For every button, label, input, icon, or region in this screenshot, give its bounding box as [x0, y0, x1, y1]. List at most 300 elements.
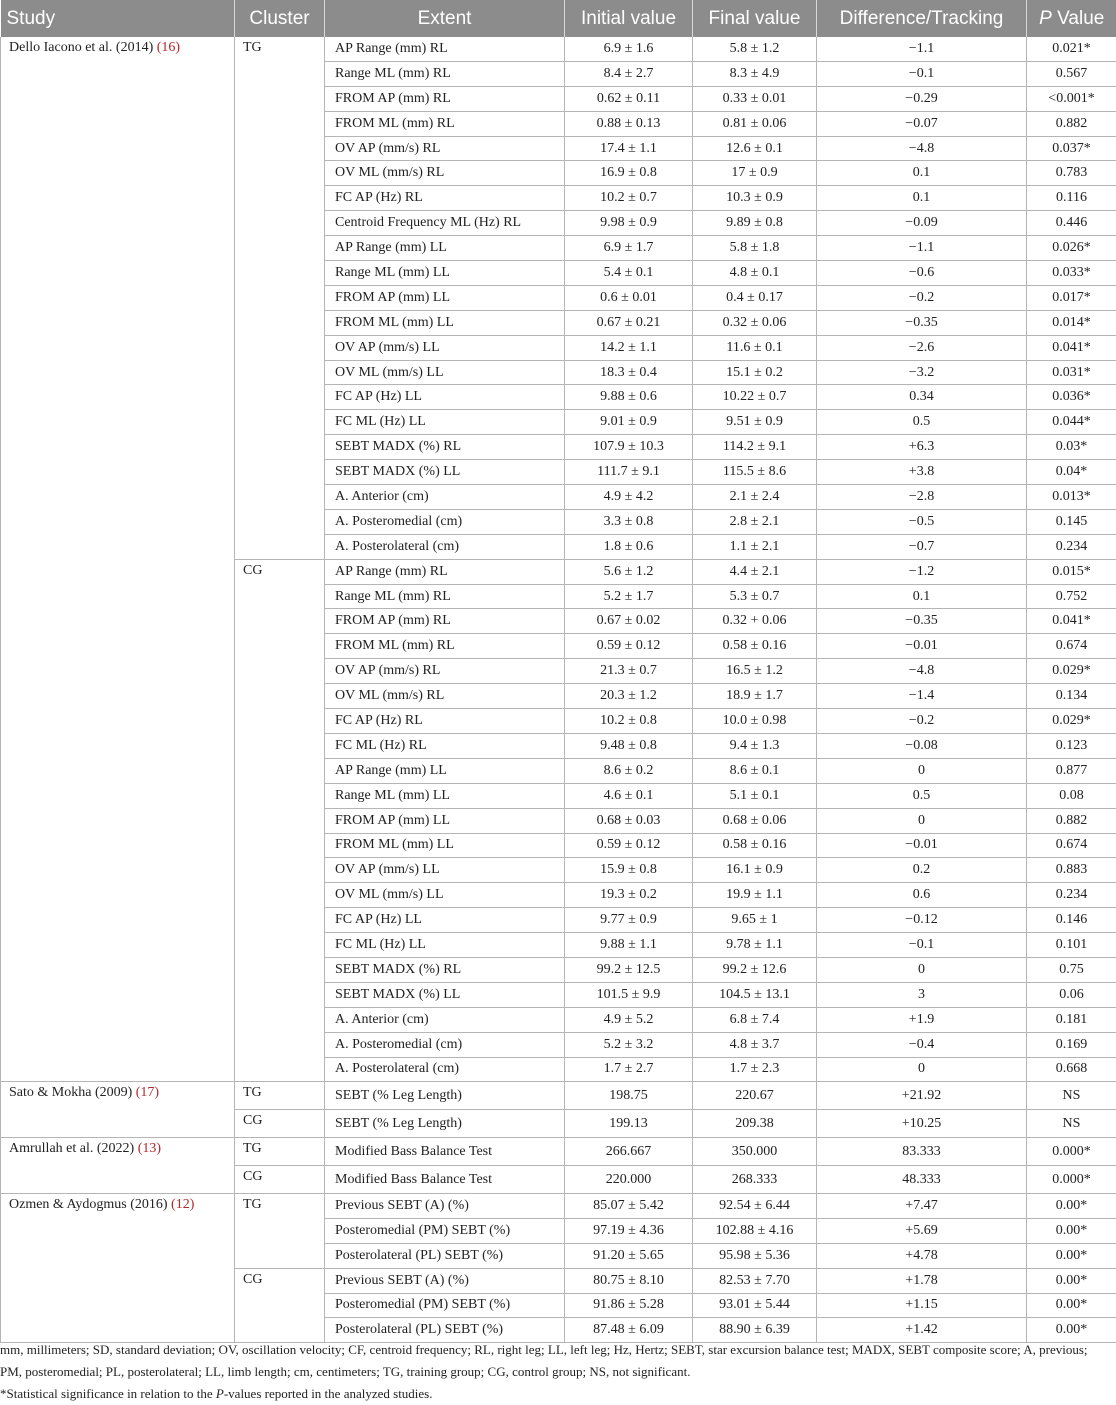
cell-difference: −1.1: [817, 236, 1027, 261]
cell-extent: AP Range (mm) RL: [325, 37, 565, 61]
cell-study: [1, 1138, 235, 1194]
cell-p-value: 0.567: [1027, 61, 1116, 86]
cell-p-value: 0.026*: [1027, 236, 1116, 261]
header-cluster: Cluster: [235, 0, 325, 37]
cell-extent: FC AP (Hz) LL: [325, 908, 565, 933]
footnote-abbreviations: mm, millimeters; SD, standard deviation; OV, oscillation velocity; CF, centroid frequency; RL, right leg; LL, left leg; Hz, Hertz; SEBT, star excursion balance test; MADX, SEBT composite score; A, previous; PM, posteromedial; PL, posterolateral; LL, limb length; cm, centimeters; TG, training group; CG, control group; NS, not significant.: [0, 1339, 1110, 1383]
cell-initial-value: 18.3 ± 0.4: [565, 360, 693, 385]
cell-final-value: 1.7 ± 2.3: [693, 1057, 817, 1082]
cell-final-value: 8.6 ± 0.1: [693, 758, 817, 783]
cell-initial-value: 16.9 ± 0.8: [565, 161, 693, 186]
cell-cluster: TG: [235, 1193, 325, 1268]
cell-cluster: CG: [235, 1268, 325, 1343]
cell-initial-value: 21.3 ± 0.7: [565, 659, 693, 684]
cell-initial-value: 10.2 ± 0.8: [565, 709, 693, 734]
cell-final-value: 0.33 ± 0.01: [693, 86, 817, 111]
cell-initial-value: 5.4 ± 0.1: [565, 261, 693, 286]
cell-extent: OV AP (mm/s) LL: [325, 335, 565, 360]
cell-final-value: 0.81 ± 0.06: [693, 111, 817, 136]
cell-final-value: 82.53 ± 7.70: [693, 1268, 817, 1293]
cell-difference: 0.2: [817, 858, 1027, 883]
cell-cluster: CG: [235, 1166, 325, 1194]
footnote-significance-p: P: [216, 1386, 224, 1401]
cell-initial-value: 87.48 ± 6.09: [565, 1318, 693, 1343]
cell-cluster: TG: [235, 1082, 325, 1110]
cell-extent: SEBT MADX (%) RL: [325, 435, 565, 460]
cell-initial-value: 266.667: [565, 1138, 693, 1166]
cell-initial-value: 0.88 ± 0.13: [565, 111, 693, 136]
cell-initial-value: 101.5 ± 9.9: [565, 982, 693, 1007]
cell-initial-value: 107.9 ± 10.3: [565, 435, 693, 460]
cell-difference: −0.6: [817, 261, 1027, 286]
cell-initial-value: 9.98 ± 0.9: [565, 211, 693, 236]
cell-difference: +1.78: [817, 1268, 1027, 1293]
header-difference: Difference/Tracking: [817, 0, 1027, 37]
cell-difference: 0.1: [817, 584, 1027, 609]
cell-initial-value: 0.59 ± 0.12: [565, 833, 693, 858]
cell-p-value: 0.029*: [1027, 659, 1116, 684]
cell-extent: Centroid Frequency ML (Hz) RL: [325, 211, 565, 236]
cell-difference: 3: [817, 982, 1027, 1007]
cell-initial-value: 0.68 ± 0.03: [565, 808, 693, 833]
cell-difference: −0.4: [817, 1032, 1027, 1057]
cell-difference: −0.08: [817, 733, 1027, 758]
cell-p-value: 0.017*: [1027, 285, 1116, 310]
study-name: Dello Iacono et al. (2014): [9, 40, 157, 55]
cell-final-value: 8.3 ± 4.9: [693, 61, 817, 86]
cell-initial-value: 5.2 ± 3.2: [565, 1032, 693, 1057]
cell-difference: +21.92: [817, 1082, 1027, 1110]
cell-difference: −0.12: [817, 908, 1027, 933]
table-body: [1, 37, 1116, 1343]
cell-difference: 83.333: [817, 1138, 1027, 1166]
cell-difference: −0.5: [817, 509, 1027, 534]
cell-p-value: 0.134: [1027, 684, 1116, 709]
cell-final-value: 1.1 ± 2.1: [693, 534, 817, 559]
cell-initial-value: 0.67 ± 0.02: [565, 609, 693, 634]
cell-p-value: 0.036*: [1027, 385, 1116, 410]
cell-final-value: 92.54 ± 6.44: [693, 1193, 817, 1218]
cell-extent: FC AP (Hz) RL: [325, 186, 565, 211]
cell-p-value: 0.00*: [1027, 1318, 1116, 1343]
cell-initial-value: 15.9 ± 0.8: [565, 858, 693, 883]
header-p-suffix: Value: [1052, 8, 1104, 29]
cell-initial-value: 99.2 ± 12.5: [565, 957, 693, 982]
cell-extent: FROM ML (mm) LL: [325, 833, 565, 858]
cell-final-value: 95.98 ± 5.36: [693, 1243, 817, 1268]
cell-difference: −0.35: [817, 609, 1027, 634]
cell-extent: Posterolateral (PL) SEBT (%): [325, 1243, 565, 1268]
cell-difference: +7.47: [817, 1193, 1027, 1218]
cell-initial-value: 91.20 ± 5.65: [565, 1243, 693, 1268]
cell-p-value: 0.146: [1027, 908, 1116, 933]
cell-difference: −1.4: [817, 684, 1027, 709]
table-header: [1, 0, 1116, 37]
cell-p-value: 0.00*: [1027, 1218, 1116, 1243]
cell-extent: Previous SEBT (A) (%): [325, 1268, 565, 1293]
cell-final-value: 15.1 ± 0.2: [693, 360, 817, 385]
cell-final-value: 5.8 ± 1.8: [693, 236, 817, 261]
cell-difference: 0.1: [817, 186, 1027, 211]
header-p-value: [1027, 0, 1116, 37]
cell-extent: AP Range (mm) LL: [325, 236, 565, 261]
cell-final-value: 0.58 ± 0.16: [693, 833, 817, 858]
cell-final-value: 104.5 ± 13.1: [693, 982, 817, 1007]
cell-final-value: 102.88 ± 4.16: [693, 1218, 817, 1243]
study-reference-link[interactable]: (12): [171, 1197, 194, 1212]
cell-difference: −0.07: [817, 111, 1027, 136]
cell-final-value: 9.65 ± 1: [693, 908, 817, 933]
cell-initial-value: 97.19 ± 4.36: [565, 1218, 693, 1243]
cell-final-value: 9.78 ± 1.1: [693, 933, 817, 958]
cell-difference: 0.5: [817, 783, 1027, 808]
cell-p-value: 0.783: [1027, 161, 1116, 186]
cell-initial-value: 14.2 ± 1.1: [565, 335, 693, 360]
cell-initial-value: 9.77 ± 0.9: [565, 908, 693, 933]
cell-final-value: 9.89 ± 0.8: [693, 211, 817, 236]
cell-difference: 0.1: [817, 161, 1027, 186]
table-row: [1, 1193, 1116, 1218]
cell-p-value: 0.015*: [1027, 559, 1116, 584]
cell-difference: −0.2: [817, 709, 1027, 734]
cell-p-value: 0.116: [1027, 186, 1116, 211]
cell-study: [1, 37, 235, 1082]
cell-final-value: 0.58 ± 0.16: [693, 634, 817, 659]
cell-extent: Previous SEBT (A) (%): [325, 1193, 565, 1218]
cell-final-value: 10.22 ± 0.7: [693, 385, 817, 410]
header-row: [1, 0, 1116, 37]
cell-extent: FC ML (Hz) LL: [325, 933, 565, 958]
cell-initial-value: 6.9 ± 1.6: [565, 37, 693, 61]
cell-p-value: 0.021*: [1027, 37, 1116, 61]
cell-difference: +5.69: [817, 1218, 1027, 1243]
cell-initial-value: 5.6 ± 1.2: [565, 559, 693, 584]
cell-initial-value: 220.000: [565, 1166, 693, 1194]
cell-extent: FROM ML (mm) RL: [325, 634, 565, 659]
cell-initial-value: 199.13: [565, 1110, 693, 1138]
cell-extent: FC ML (Hz) RL: [325, 733, 565, 758]
cell-difference: −0.01: [817, 833, 1027, 858]
cell-final-value: 114.2 ± 9.1: [693, 435, 817, 460]
cell-initial-value: 5.2 ± 1.7: [565, 584, 693, 609]
cell-final-value: 2.8 ± 2.1: [693, 509, 817, 534]
study-name: Amrullah et al. (2022): [9, 1141, 138, 1156]
cell-difference: 48.333: [817, 1166, 1027, 1194]
header-p-letter: P: [1039, 8, 1052, 29]
cell-difference: 0.34: [817, 385, 1027, 410]
cell-p-value: 0.041*: [1027, 335, 1116, 360]
cell-difference: +1.42: [817, 1318, 1027, 1343]
cell-p-value: 0.674: [1027, 634, 1116, 659]
cell-difference: 0.5: [817, 410, 1027, 435]
cell-difference: +6.3: [817, 435, 1027, 460]
cell-initial-value: 0.67 ± 0.21: [565, 310, 693, 335]
cell-extent: A. Posteromedial (cm): [325, 1032, 565, 1057]
cell-final-value: 4.4 ± 2.1: [693, 559, 817, 584]
cell-final-value: 209.38: [693, 1110, 817, 1138]
footnote-significance-prefix: *Statistical significance in relation to the: [0, 1386, 216, 1401]
cell-p-value: 0.123: [1027, 733, 1116, 758]
cell-difference: 0: [817, 808, 1027, 833]
cell-extent: FC AP (Hz) RL: [325, 709, 565, 734]
cell-initial-value: 9.88 ± 0.6: [565, 385, 693, 410]
cell-p-value: 0.000*: [1027, 1166, 1116, 1194]
cell-difference: 0: [817, 1057, 1027, 1082]
cell-final-value: 268.333: [693, 1166, 817, 1194]
table-row: [1, 37, 1116, 61]
cell-final-value: 93.01 ± 5.44: [693, 1293, 817, 1318]
cell-p-value: 0.029*: [1027, 709, 1116, 734]
cell-difference: −4.8: [817, 659, 1027, 684]
cell-difference: 0: [817, 758, 1027, 783]
cell-p-value: 0.101: [1027, 933, 1116, 958]
cell-final-value: 10.3 ± 0.9: [693, 186, 817, 211]
cell-p-value: 0.169: [1027, 1032, 1116, 1057]
header-final-value: Final value: [693, 0, 817, 37]
cell-extent: Range ML (mm) LL: [325, 783, 565, 808]
cell-extent: OV ML (mm/s) LL: [325, 360, 565, 385]
cell-p-value: 0.08: [1027, 783, 1116, 808]
cell-extent: OV AP (mm/s) LL: [325, 858, 565, 883]
cell-final-value: 6.8 ± 7.4: [693, 1007, 817, 1032]
cell-initial-value: 8.4 ± 2.7: [565, 61, 693, 86]
study-name: Sato & Mokha (2009): [9, 1085, 136, 1100]
cell-extent: AP Range (mm) LL: [325, 758, 565, 783]
cell-extent: Posteromedial (PM) SEBT (%): [325, 1218, 565, 1243]
table-footnotes: [0, 1339, 1110, 1405]
table-row: [1, 1082, 1116, 1110]
cell-extent: A. Anterior (cm): [325, 1007, 565, 1032]
cell-final-value: 220.67: [693, 1082, 817, 1110]
cell-initial-value: 91.86 ± 5.28: [565, 1293, 693, 1318]
cell-extent: SEBT MADX (%) LL: [325, 982, 565, 1007]
cell-extent: OV ML (mm/s) LL: [325, 883, 565, 908]
cell-final-value: 0.4 ± 0.17: [693, 285, 817, 310]
cell-difference: −1.1: [817, 37, 1027, 61]
cell-extent: FROM ML (mm) RL: [325, 111, 565, 136]
cell-initial-value: 1.8 ± 0.6: [565, 534, 693, 559]
cell-p-value: 0.044*: [1027, 410, 1116, 435]
cell-difference: +10.25: [817, 1110, 1027, 1138]
cell-difference: −1.2: [817, 559, 1027, 584]
cell-extent: Range ML (mm) RL: [325, 61, 565, 86]
cell-difference: −0.35: [817, 310, 1027, 335]
cell-difference: 0: [817, 957, 1027, 982]
cell-cluster: CG: [235, 1110, 325, 1138]
cell-p-value: 0.75: [1027, 957, 1116, 982]
cell-final-value: 19.9 ± 1.1: [693, 883, 817, 908]
cell-p-value: 0.041*: [1027, 609, 1116, 634]
cell-extent: Range ML (mm) LL: [325, 261, 565, 286]
cell-p-value: 0.145: [1027, 509, 1116, 534]
cell-p-value: 0.03*: [1027, 435, 1116, 460]
cell-p-value: 0.031*: [1027, 360, 1116, 385]
study-reference-link[interactable]: (17): [136, 1085, 159, 1100]
cell-p-value: 0.234: [1027, 883, 1116, 908]
cell-final-value: 99.2 ± 12.6: [693, 957, 817, 982]
cell-final-value: 2.1 ± 2.4: [693, 485, 817, 510]
footnote-significance-suffix: -values reported in the analyzed studies.: [224, 1386, 433, 1401]
cell-p-value: 0.882: [1027, 111, 1116, 136]
cell-initial-value: 198.75: [565, 1082, 693, 1110]
cell-extent: FC AP (Hz) LL: [325, 385, 565, 410]
cell-initial-value: 80.75 ± 8.10: [565, 1268, 693, 1293]
cell-difference: 0.6: [817, 883, 1027, 908]
cell-extent: SEBT (% Leg Length): [325, 1110, 565, 1138]
cell-p-value: 0.446: [1027, 211, 1116, 236]
cell-final-value: 9.51 ± 0.9: [693, 410, 817, 435]
cell-p-value: 0.06: [1027, 982, 1116, 1007]
cell-study: [1, 1193, 235, 1342]
cell-study: [1, 1082, 235, 1138]
cell-final-value: 5.3 ± 0.7: [693, 584, 817, 609]
cell-final-value: 5.1 ± 0.1: [693, 783, 817, 808]
cell-final-value: 350.000: [693, 1138, 817, 1166]
cell-p-value: 0.00*: [1027, 1268, 1116, 1293]
cell-extent: AP Range (mm) RL: [325, 559, 565, 584]
cell-extent: Posterolateral (PL) SEBT (%): [325, 1318, 565, 1343]
cell-extent: OV ML (mm/s) RL: [325, 684, 565, 709]
cell-final-value: 9.4 ± 1.3: [693, 733, 817, 758]
cell-difference: −2.6: [817, 335, 1027, 360]
cell-initial-value: 9.88 ± 1.1: [565, 933, 693, 958]
cell-initial-value: 9.01 ± 0.9: [565, 410, 693, 435]
header-initial-value: Initial value: [565, 0, 693, 37]
cell-final-value: 4.8 ± 3.7: [693, 1032, 817, 1057]
cell-initial-value: 111.7 ± 9.1: [565, 460, 693, 485]
cell-initial-value: 4.9 ± 5.2: [565, 1007, 693, 1032]
cell-difference: −0.2: [817, 285, 1027, 310]
cell-initial-value: 1.7 ± 2.7: [565, 1057, 693, 1082]
cell-extent: FROM ML (mm) LL: [325, 310, 565, 335]
cell-final-value: 16.5 ± 1.2: [693, 659, 817, 684]
cell-final-value: 115.5 ± 8.6: [693, 460, 817, 485]
cell-final-value: 0.32 ± 0.06: [693, 310, 817, 335]
cell-difference: −2.8: [817, 485, 1027, 510]
table-row: [1, 1138, 1116, 1166]
cell-extent: FROM AP (mm) RL: [325, 86, 565, 111]
cell-initial-value: 0.6 ± 0.01: [565, 285, 693, 310]
cell-final-value: 0.32 + 0.06: [693, 609, 817, 634]
cell-extent: FROM AP (mm) LL: [325, 285, 565, 310]
cell-extent: A. Posteromedial (cm): [325, 509, 565, 534]
cell-final-value: 16.1 ± 0.9: [693, 858, 817, 883]
cell-initial-value: 4.9 ± 4.2: [565, 485, 693, 510]
cell-extent: Modified Bass Balance Test: [325, 1138, 565, 1166]
cell-final-value: 10.0 ± 0.98: [693, 709, 817, 734]
cell-extent: OV AP (mm/s) RL: [325, 136, 565, 161]
cell-p-value: 0.181: [1027, 1007, 1116, 1032]
cell-initial-value: 9.48 ± 0.8: [565, 733, 693, 758]
cell-p-value: 0.234: [1027, 534, 1116, 559]
cell-p-value: NS: [1027, 1110, 1116, 1138]
cell-initial-value: 8.6 ± 0.2: [565, 758, 693, 783]
cell-final-value: 0.68 ± 0.06: [693, 808, 817, 833]
cell-p-value: 0.674: [1027, 833, 1116, 858]
cell-cluster: TG: [235, 37, 325, 559]
cell-final-value: 18.9 ± 1.7: [693, 684, 817, 709]
cell-p-value: 0.037*: [1027, 136, 1116, 161]
cell-difference: −0.1: [817, 933, 1027, 958]
cell-initial-value: 0.62 ± 0.11: [565, 86, 693, 111]
cell-difference: +3.8: [817, 460, 1027, 485]
study-reference-link[interactable]: (16): [157, 40, 180, 55]
cell-difference: +1.15: [817, 1293, 1027, 1318]
cell-extent: SEBT MADX (%) RL: [325, 957, 565, 982]
cell-p-value: 0.04*: [1027, 460, 1116, 485]
cell-initial-value: 4.6 ± 0.1: [565, 783, 693, 808]
cell-final-value: 17 ± 0.9: [693, 161, 817, 186]
cell-extent: SEBT MADX (%) LL: [325, 460, 565, 485]
cell-extent: A. Anterior (cm): [325, 485, 565, 510]
cell-p-value: 0.000*: [1027, 1138, 1116, 1166]
cell-p-value: 0.00*: [1027, 1293, 1116, 1318]
cell-difference: −4.8: [817, 136, 1027, 161]
cell-p-value: 0.877: [1027, 758, 1116, 783]
cell-p-value: 0.00*: [1027, 1243, 1116, 1268]
cell-difference: −0.29: [817, 86, 1027, 111]
cell-difference: −0.1: [817, 61, 1027, 86]
cell-initial-value: 3.3 ± 0.8: [565, 509, 693, 534]
cell-initial-value: 85.07 ± 5.42: [565, 1193, 693, 1218]
cell-p-value: 0.00*: [1027, 1193, 1116, 1218]
cell-p-value: 0.752: [1027, 584, 1116, 609]
cell-p-value: 0.883: [1027, 858, 1116, 883]
header-extent: Extent: [325, 0, 565, 37]
study-name: Ozmen & Aydogmus (2016): [9, 1197, 171, 1212]
cell-extent: Posteromedial (PM) SEBT (%): [325, 1293, 565, 1318]
cell-final-value: 12.6 ± 0.1: [693, 136, 817, 161]
header-study: Study: [1, 0, 235, 37]
cell-cluster: TG: [235, 1138, 325, 1166]
cell-p-value: 0.882: [1027, 808, 1116, 833]
cell-initial-value: 19.3 ± 0.2: [565, 883, 693, 908]
cell-extent: A. Posterolateral (cm): [325, 1057, 565, 1082]
cell-p-value: 0.014*: [1027, 310, 1116, 335]
cell-extent: OV ML (mm/s) RL: [325, 161, 565, 186]
cell-extent: A. Posterolateral (cm): [325, 534, 565, 559]
cell-extent: Modified Bass Balance Test: [325, 1166, 565, 1194]
cell-difference: −3.2: [817, 360, 1027, 385]
cell-p-value: 0.013*: [1027, 485, 1116, 510]
cell-initial-value: 10.2 ± 0.7: [565, 186, 693, 211]
cell-p-value: 0.668: [1027, 1057, 1116, 1082]
cell-extent: FROM AP (mm) LL: [325, 808, 565, 833]
footnote-significance: [0, 1383, 1110, 1405]
cell-final-value: 88.90 ± 6.39: [693, 1318, 817, 1343]
cell-p-value: 0.033*: [1027, 261, 1116, 286]
cell-difference: −0.09: [817, 211, 1027, 236]
cell-p-value: NS: [1027, 1082, 1116, 1110]
cell-p-value: <0.001*: [1027, 86, 1116, 111]
cell-final-value: 11.6 ± 0.1: [693, 335, 817, 360]
cell-difference: +1.9: [817, 1007, 1027, 1032]
study-reference-link[interactable]: (13): [138, 1141, 161, 1156]
cell-extent: FC ML (Hz) LL: [325, 410, 565, 435]
cell-extent: Range ML (mm) RL: [325, 584, 565, 609]
cell-cluster: CG: [235, 559, 325, 1082]
cell-initial-value: 6.9 ± 1.7: [565, 236, 693, 261]
cell-extent: FROM AP (mm) RL: [325, 609, 565, 634]
cell-initial-value: 20.3 ± 1.2: [565, 684, 693, 709]
cell-difference: −0.01: [817, 634, 1027, 659]
cell-extent: SEBT (% Leg Length): [325, 1082, 565, 1110]
cell-final-value: 5.8 ± 1.2: [693, 37, 817, 61]
cell-difference: +4.78: [817, 1243, 1027, 1268]
cell-difference: −0.7: [817, 534, 1027, 559]
cell-extent: OV AP (mm/s) RL: [325, 659, 565, 684]
cell-initial-value: 0.59 ± 0.12: [565, 634, 693, 659]
